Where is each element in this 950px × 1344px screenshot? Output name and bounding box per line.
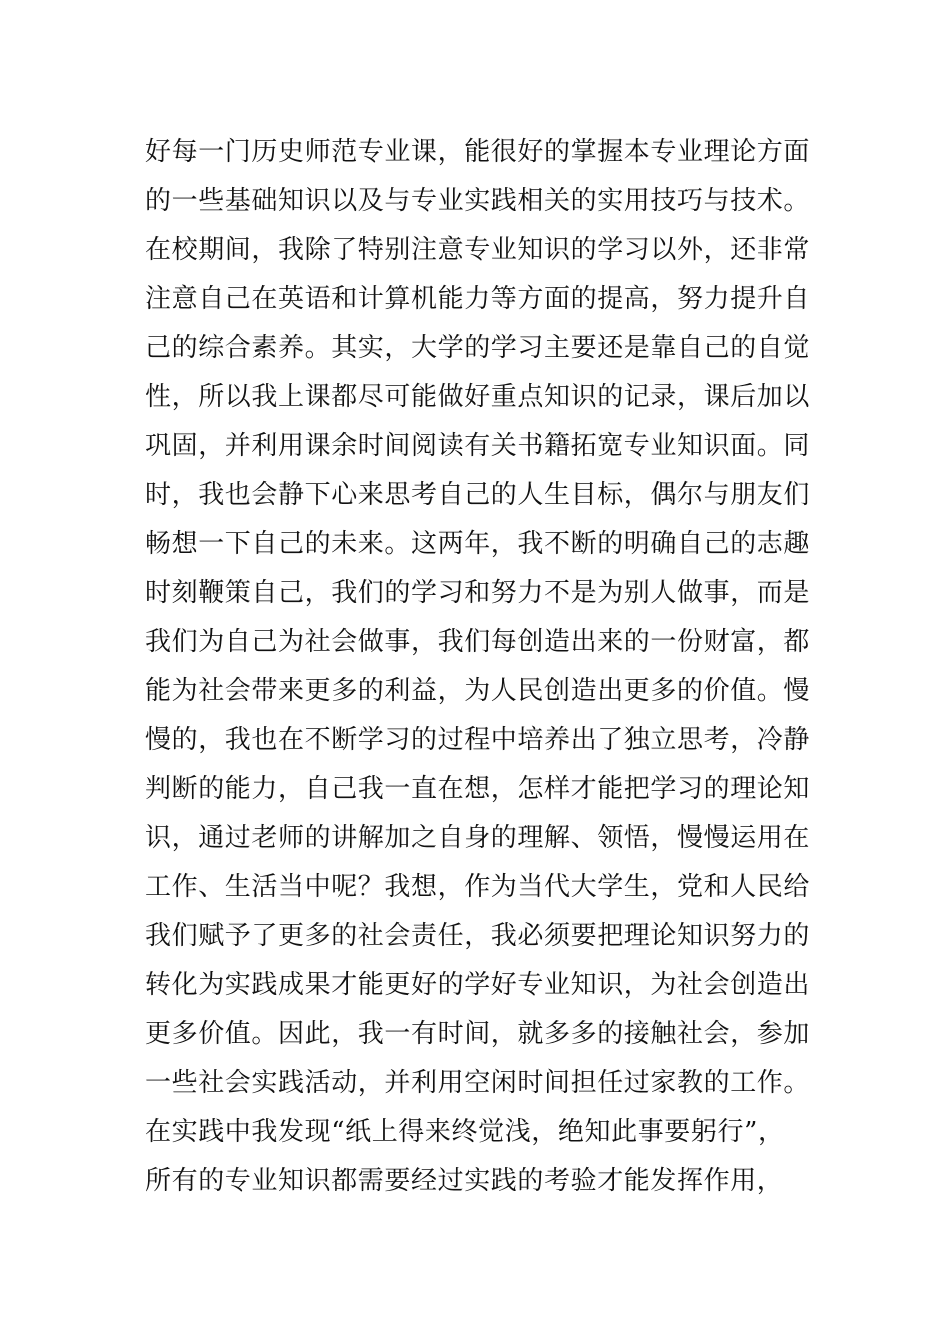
text-line: 在实践中我发现“纸上得来终觉浅，绝知此事要躬行”， <box>145 1117 785 1147</box>
text-line: 工作、生活当中呢？我想，作为当代大学生，党和人民给 <box>145 872 811 902</box>
text-line: 在校期间，我除了特别注意专业知识的学习以外，还非常 <box>145 235 811 265</box>
text-line: 的一些基础知识以及与专业实践相关的实用技巧与技术。 <box>145 186 811 216</box>
text-line: 畅想一下自己的未来。这两年，我不断的明确自己的志趣 <box>145 529 811 559</box>
text-line: 慢的，我也在不断学习的过程中培养出了独立思考，冷静 <box>145 725 811 755</box>
text-line: 时刻鞭策自己，我们的学习和努力不是为别人做事，而是 <box>145 578 811 608</box>
text-line: 所有的专业知识都需要经过实践的考验才能发挥作用， <box>145 1166 784 1196</box>
text-line: 注意自己在英语和计算机能力等方面的提高，努力提升自 <box>145 284 811 314</box>
text-line: 一些社会实践活动，并利用空闲时间担任过家教的工作。 <box>145 1068 811 1098</box>
text-line: 好每一门历史师范专业课，能很好的掌握本专业理论方面 <box>145 137 811 167</box>
text-line: 巩固，并利用课余时间阅读有关书籍拓宽专业知识面。同 <box>145 431 811 461</box>
text-line: 己的综合素养。其实，大学的学习主要还是靠自己的自觉 <box>145 333 811 363</box>
text-line: 更多价值。因此，我一有时间，就多多的接触社会，参加 <box>145 1019 811 1049</box>
text-line: 转化为实践成果才能更好的学好专业知识，为社会创造出 <box>145 970 811 1000</box>
text-line: 识，通过老师的讲解加之自身的理解、领悟，慢慢运用在 <box>145 823 811 853</box>
body-text <box>145 128 825 1206</box>
text-line: 我们赋予了更多的社会责任，我必须要把理论知识努力的 <box>145 921 811 951</box>
text-line: 性，所以我上课都尽可能做好重点知识的记录，课后加以 <box>145 382 811 412</box>
text-line: 判断的能力，自己我一直在想，怎样才能把学习的理论知 <box>145 774 811 804</box>
text-line: 我们为自己为社会做事，我们每创造出来的一份财富，都 <box>145 627 811 657</box>
text-line: 能为社会带来更多的利益，为人民创造出更多的价值。慢 <box>145 676 811 706</box>
text-line: 时，我也会静下心来思考自己的人生目标，偶尔与朋友们 <box>145 480 811 510</box>
